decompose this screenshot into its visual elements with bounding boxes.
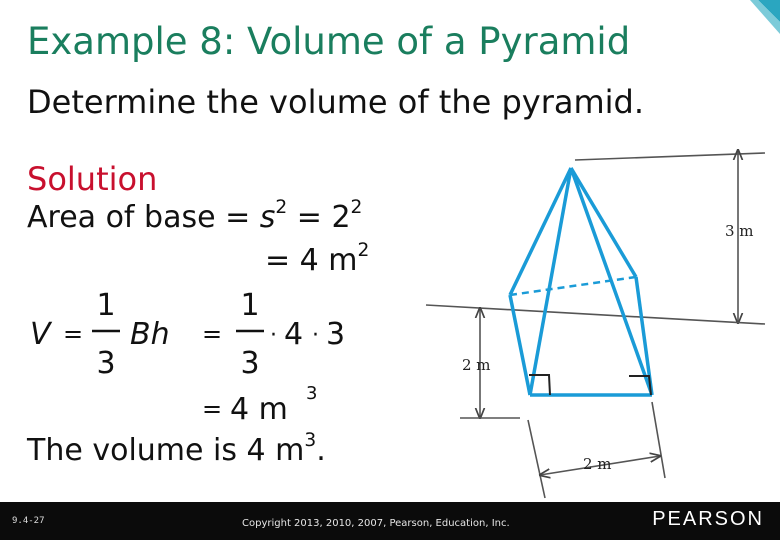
base-label: 2 m <box>583 455 612 473</box>
formula-dot-1: · <box>270 323 277 348</box>
copyright-text: Copyright 2013, 2010, 2007, Pearson, Education, Inc. <box>242 518 510 529</box>
conclusion-line: The volume is 4 $m^3$. <box>27 430 326 468</box>
page-number: 9.4-27 <box>12 516 45 526</box>
formula-four: 4 <box>284 317 304 352</box>
formula-numerator-1: 1 <box>96 288 116 323</box>
formula-eq-2: = <box>202 320 223 348</box>
formula-bh: Bh <box>130 317 170 352</box>
side-label: 2 m <box>462 356 491 374</box>
formula-dot-2: · <box>312 323 319 348</box>
formula-three: 3 <box>326 317 346 352</box>
corner-decoration <box>730 0 780 46</box>
solution-heading: Solution <box>27 160 158 198</box>
volume-formula <box>20 285 380 425</box>
pearson-logo: PEARSON <box>652 508 764 530</box>
area-of-base-line: Area of base = $s^2 = 2^2$ <box>27 197 363 235</box>
slide-subtitle: Determine the volume of the pyramid. <box>27 83 645 121</box>
area-result-line: = 4 $m^2$ <box>265 240 370 278</box>
slide-title: Example 8: Volume of a Pyramid <box>27 20 631 63</box>
formula-denominator-1: 3 <box>96 346 116 381</box>
formula-eq-1: = <box>63 320 84 348</box>
formula-denominator-2: 3 <box>240 346 260 381</box>
pyramid-diagram <box>420 140 780 500</box>
formula-eq-3: = <box>202 395 223 423</box>
formula-result: 4 m <box>230 392 288 425</box>
footer-bar <box>0 502 780 540</box>
formula-numerator-2: 1 <box>240 288 260 323</box>
formula-v: V <box>30 317 51 352</box>
formula-result-exp: 3 <box>306 383 318 404</box>
height-label: 3 m <box>725 222 754 240</box>
